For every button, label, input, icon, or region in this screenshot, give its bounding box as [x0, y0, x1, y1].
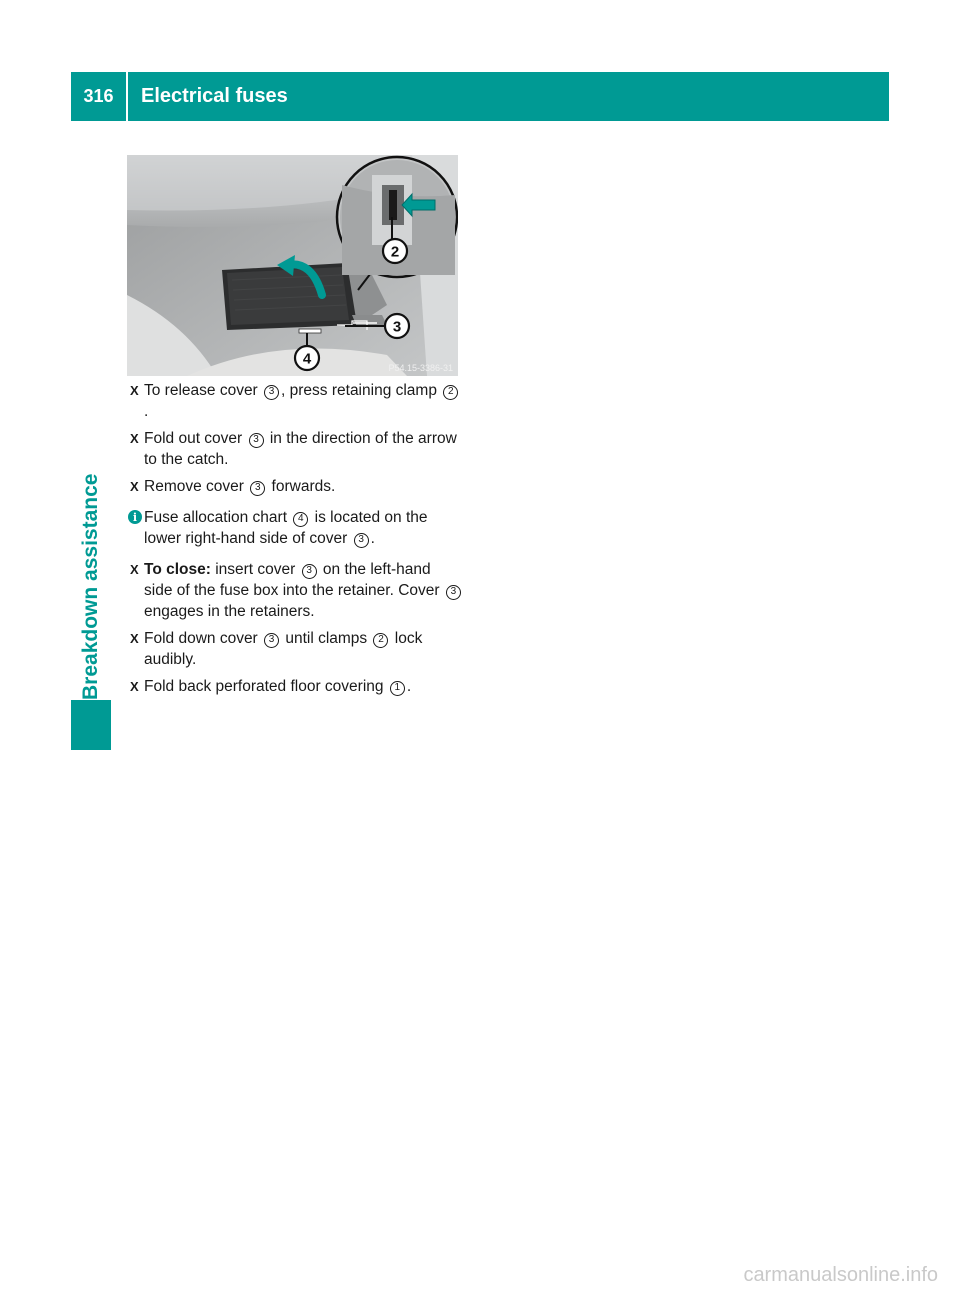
- step-marker-icon: X: [130, 562, 139, 577]
- watermark: carmanualsonline.info: [743, 1264, 938, 1286]
- callout-number: 3: [264, 633, 279, 648]
- step-text: Fold out cover: [144, 430, 247, 447]
- step-item: [128, 428, 463, 470]
- step-marker-icon: X: [130, 679, 139, 694]
- step-marker-icon: X: [130, 631, 139, 646]
- step-text: , press retaining clamp: [281, 382, 442, 399]
- info-note-text: [144, 509, 428, 547]
- callout-number: 3: [354, 533, 369, 548]
- step-item: [128, 380, 463, 422]
- step-text: Remove cover: [144, 478, 249, 495]
- step-text: Fold back perforated floor covering: [144, 678, 388, 695]
- step-item: [128, 628, 463, 670]
- callout-number: 3: [249, 433, 264, 448]
- callout-number: 4: [293, 512, 308, 527]
- step-text: Fuse allocation chart: [144, 509, 292, 526]
- step-text: .: [370, 530, 375, 547]
- step-text: on the left-hand side of the fuse box into the retainer. Cover: [144, 561, 444, 599]
- callout-4-label: 4: [302, 350, 312, 368]
- step-text: insert cover: [210, 561, 300, 578]
- side-tab: [71, 130, 111, 700]
- callout-number: 2: [373, 633, 388, 648]
- callout-number: 1: [390, 681, 405, 696]
- step-text: forwards.: [267, 478, 336, 495]
- step-item: [128, 676, 463, 697]
- instructions: [128, 380, 463, 703]
- step-marker-icon: X: [130, 383, 139, 398]
- side-tab-label: Breakdown assistance: [79, 473, 102, 700]
- info-icon: i: [128, 510, 142, 524]
- step-item: [128, 476, 463, 497]
- step-marker-icon: X: [130, 431, 139, 446]
- step-list-2: [128, 559, 463, 697]
- image-code: P54.15-3386-31: [388, 363, 453, 373]
- callout-number: 3: [250, 481, 265, 496]
- step-text: Fold down cover: [144, 630, 263, 647]
- info-note: [128, 507, 463, 549]
- page-number: 316: [83, 86, 114, 106]
- step-text: engages in the retainers.: [144, 603, 315, 620]
- step-text: lock audibly.: [144, 630, 423, 668]
- step-lead: To close:: [144, 561, 211, 578]
- header-divider: [126, 72, 128, 121]
- fuse-box-figure: [127, 155, 458, 376]
- callout-number: 3: [446, 585, 461, 600]
- callout-3-label: 3: [392, 318, 402, 336]
- step-text: until clamps: [281, 630, 372, 647]
- step-text: in the direction of the arrow to the catch.: [144, 430, 457, 468]
- step-text: .: [406, 678, 412, 695]
- fuse-box-illustration: [127, 155, 458, 376]
- section-title: Electrical fuses: [141, 85, 288, 107]
- step-marker-icon: X: [130, 479, 139, 494]
- callout-number: 3: [264, 385, 279, 400]
- callout-2-label: 2: [390, 243, 400, 261]
- step-list-1: [128, 380, 463, 497]
- callout-number: 3: [302, 564, 317, 579]
- step-text: To release cover: [144, 382, 263, 399]
- step-text: is located on the lower right-hand side of cover: [144, 509, 428, 547]
- side-tab-block: [71, 700, 111, 750]
- step-item: [128, 559, 463, 622]
- callout-number: 2: [443, 385, 458, 400]
- step-text: .: [144, 403, 149, 420]
